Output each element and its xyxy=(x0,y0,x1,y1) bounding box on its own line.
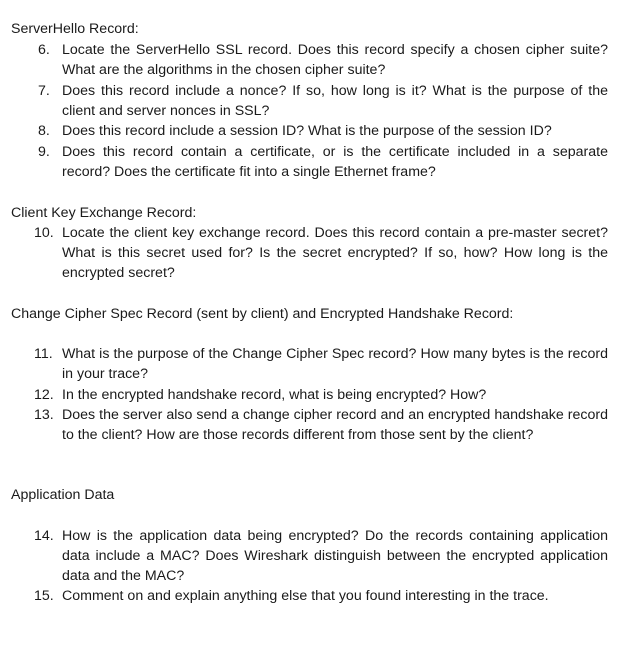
question-number: 9. xyxy=(38,144,50,160)
question-text: Comment on and explain anything else that you found interesting in the trace. xyxy=(62,588,549,604)
question-10 xyxy=(34,223,608,283)
question-text: Does this record include a session ID? What is the purpose of the session ID? xyxy=(62,123,552,139)
question-text: In the encrypted handshake record, what is being encrypted? How? xyxy=(62,387,487,403)
question-number: 14. xyxy=(34,528,54,544)
question-7 xyxy=(38,81,608,121)
question-text: How is the application data being encrypted? Do the records containing application data include a MAC? Does Wireshark distinguish between the encrypted application data and the MAC? xyxy=(62,528,608,584)
question-number: 15. xyxy=(34,588,54,604)
question-text: Does this record contain a certificate, or is the certificate included in a separate record? Does the certificate fit into a single Ethernet frame? xyxy=(62,144,608,180)
section-heading-application-data: Application Data xyxy=(11,487,115,503)
question-13 xyxy=(34,405,608,445)
question-number: 13. xyxy=(34,407,54,423)
question-number: 10. xyxy=(34,225,54,241)
question-6 xyxy=(38,40,608,80)
question-8 xyxy=(38,121,608,141)
question-14 xyxy=(34,526,608,586)
question-9 xyxy=(38,142,608,182)
section-heading-server-hello: ServerHello Record: xyxy=(11,21,139,37)
question-11 xyxy=(34,344,608,384)
question-number: 8. xyxy=(38,123,50,139)
question-number: 6. xyxy=(38,42,50,58)
question-12 xyxy=(34,385,608,405)
question-text: Locate the ServerHello SSL record. Does this record specify a chosen cipher suite? What are the algorithms in the chosen cipher suite? xyxy=(62,42,608,78)
question-text: What is the purpose of the Change Cipher Spec record? How many bytes is the record in your trace? xyxy=(62,346,608,382)
question-number: 11. xyxy=(34,346,53,362)
question-text: Locate the client key exchange record. Does this record contain a pre-master secret? What is this secret used for? Is the secret encrypted? If so, how? How long is the encrypted secret? xyxy=(62,225,608,281)
question-text: Does this record include a nonce? If so, how long is it? What is the purpose of the client and server nonces in SSL? xyxy=(62,83,608,119)
question-text: Does the server also send a change cipher record and an encrypted handshake record to the client? How are those records different from those sent by the client? xyxy=(62,407,608,443)
question-number: 12. xyxy=(34,387,54,403)
section-heading-client-key-exchange: Client Key Exchange Record: xyxy=(11,205,197,221)
question-number: 7. xyxy=(38,83,50,99)
question-15 xyxy=(34,586,608,606)
section-heading-change-cipher-spec: Change Cipher Spec Record (sent by client) and Encrypted Handshake Record: xyxy=(11,306,514,322)
